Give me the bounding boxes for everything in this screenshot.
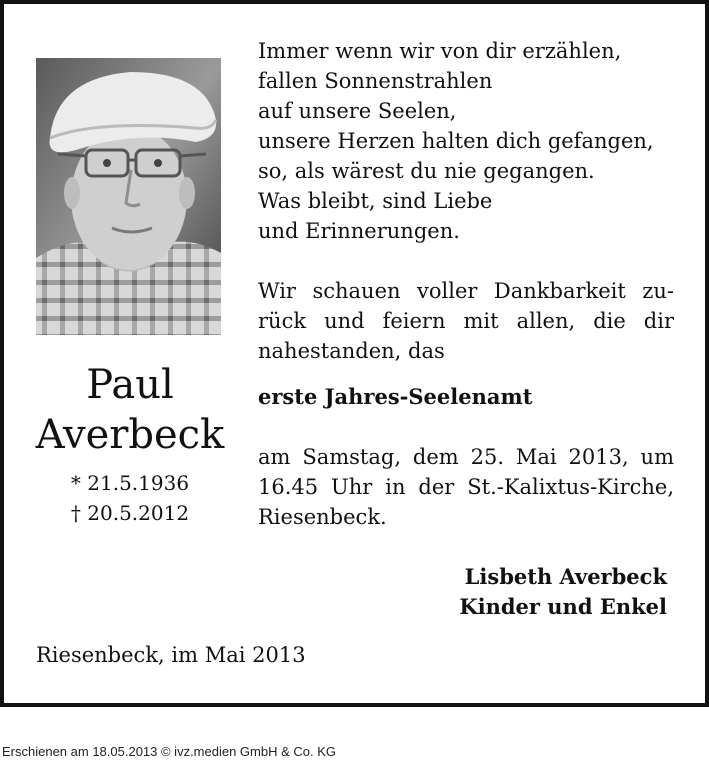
- signers: [459, 562, 667, 622]
- birth-date: * 21.5.1936: [70, 471, 190, 495]
- details-line: am Samstag, dem 25. Mai 2013, um: [258, 445, 674, 469]
- death-date: † 20.5.2012: [70, 501, 190, 525]
- details-line: Riesenbeck.: [258, 505, 387, 529]
- mass-title: erste Jahres-Seelenamt: [258, 384, 533, 409]
- deceased-last-name: Averbeck: [35, 412, 225, 458]
- gratitude-line: nahestanden, das: [258, 339, 445, 363]
- portrait-photo: [36, 58, 221, 335]
- poem-line: Immer wenn wir von dir erzählen,: [258, 39, 622, 63]
- publication-footer: Erschienen am 18.05.2013 © ivz.medien GmbH & Co. KG: [2, 744, 337, 759]
- mass-details-paragraph: [258, 442, 674, 532]
- place-and-date: Riesenbeck, im Mai 2013: [36, 643, 306, 667]
- signer-name: Lisbeth Averbeck: [464, 564, 667, 589]
- poem-line: unsere Herzen halten dich gefangen,: [258, 129, 654, 153]
- poem-line: so, als wärest du nie gegangen.: [258, 159, 595, 183]
- signer-name: Kinder und Enkel: [459, 594, 667, 619]
- details-line: 16.45 Uhr in der St.-Kalixtus-Kirche,: [258, 475, 674, 499]
- poem-line: Was bleibt, sind Liebe: [258, 189, 493, 213]
- gratitude-line: rück und feiern mit allen, die dir: [258, 309, 674, 333]
- deceased-first-name: Paul: [86, 362, 174, 408]
- portrait-photo-image: [36, 58, 221, 335]
- memorial-poem: [258, 36, 674, 246]
- gratitude-line: Wir schauen voller Dankbarkeit zu-: [258, 279, 674, 303]
- poem-line: auf unsere Seelen,: [258, 99, 457, 123]
- poem-line: und Erinnerungen.: [258, 219, 460, 243]
- gratitude-paragraph: [258, 276, 674, 366]
- poem-line: fallen Sonnenstrahlen: [258, 69, 493, 93]
